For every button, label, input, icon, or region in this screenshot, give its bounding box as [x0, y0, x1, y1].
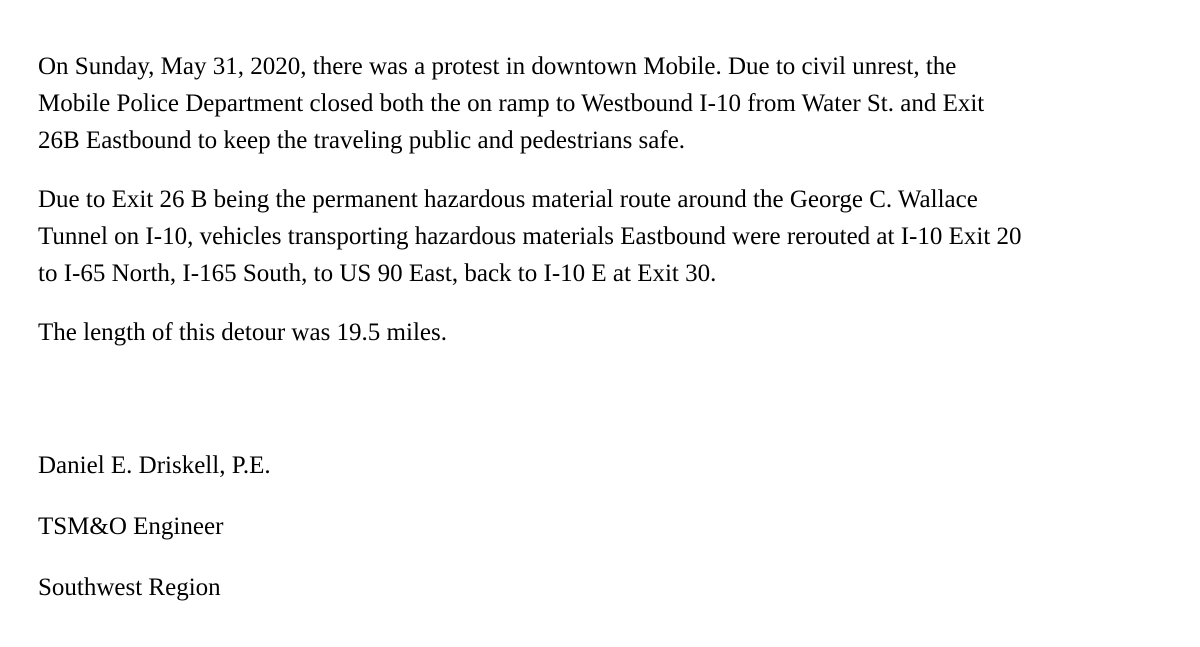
text-line: The length of this detour was 19.5 miles.	[38, 319, 447, 346]
document-body	[38, 48, 1178, 351]
paragraph-protest	[38, 48, 1178, 159]
signature-title: TSM&O Engineer	[38, 513, 224, 540]
text-line: 26B Eastbound to keep the traveling public and pedestrians safe.	[38, 127, 686, 154]
paragraph-hazmat-detour	[38, 181, 1178, 292]
text-line: Mobile Police Department closed both the on ramp to Westbound I-10 from Water St. and Exit	[38, 90, 985, 117]
text-line: On Sunday, May 31, 2020, there was a protest in downtown Mobile. Due to civil unrest, the	[38, 53, 957, 80]
text-line: to I-65 North, I-165 South, to US 90 East, back to I-10 E at Exit 30.	[38, 260, 717, 287]
text-line: Tunnel on I-10, vehicles transporting hazardous materials Eastbound were rerouted at I-10 Exit 20	[38, 223, 1022, 250]
signature-region: Southwest Region	[38, 574, 221, 601]
paragraph-detour-length	[38, 314, 1178, 351]
text-line: Due to Exit 26 B being the permanent hazardous material route around the George C. Wallace	[38, 186, 978, 213]
signature-name: Daniel E. Driskell, P.E.	[38, 452, 271, 479]
